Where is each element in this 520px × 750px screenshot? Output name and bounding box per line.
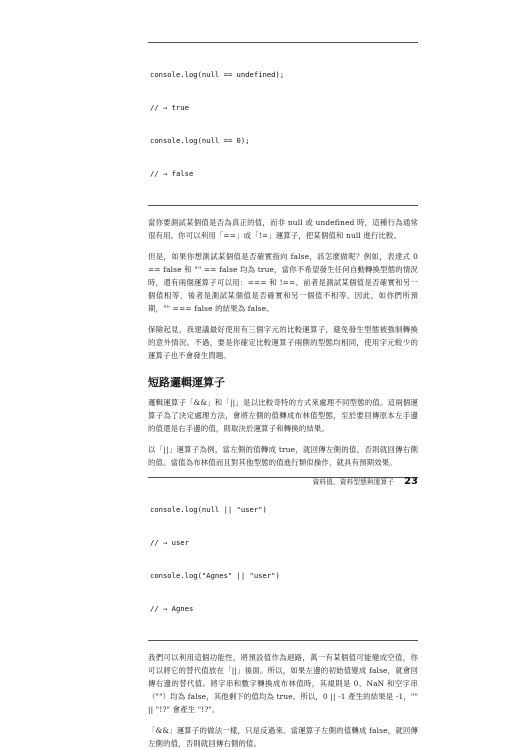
page-footer [148,474,418,488]
code-block-2 [148,477,418,641]
code-line: console.log(null == 0); [150,136,250,145]
footer-section-title: 資料值、資料型態與運算子 [312,478,395,486]
paragraph: 以「||」運算子為例，當左側的值轉成 true，就回傳左側的值，否則就回傳右側的值。當值為布林值而且對其他型態的值進行類似操作，就具有預期效果。 [148,445,418,467]
paragraph: 但是，如果你想測試某個值是否確實指向 false，該怎麼做呢？例如，表達式 0 == false 和 "" == false 均為 true，當你不希望發生任何自動轉換型態的情況時，還有兩個運算子可以用：=== 和 !==。前者是測試某個值是否確實和另一個值相等，後者是測試某個值是否確實和另一個值不相等。因此，如你們所預期，"" === false 的結果為 false。 [148,252,418,313]
code-line: console.log(null || "user") [150,505,267,514]
paragraph: 我們可以利用這個功能性，將預設值作為迴路，萬一有某個值可能變成空值，你可以將它的替代值放在「||」後面。所以，如果左邊的初始值變成 false，就會回傳右邊的替代值。將字串和數字轉換成布林值時，其規則是 0、NaN 和空字串（""）均為 false，其他剩下的值均為 true。所以，0 || -1 產生的結果是 -1，"" || "!?" 會產生 "!?"。 [148,653,418,714]
paragraph: 「&&」運算子的做法一樣，只是反過來。當運算子左側的值轉成 false，就回傳左側的值，否則就回傳右側的值。 [148,726,418,748]
code-line: // → false [150,169,194,178]
paragraph: 當你要測試某個值是否為真正的值，而非 null 或 undefined 時，這種行為通常很有用。你可以利用「==」或「!=」運算子，把某個值和 null 進行比較。 [148,218,418,240]
section-heading-text: 短路邏輯運算子 [148,376,225,389]
code-line: console.log(null == undefined); [150,70,285,79]
section-heading [148,374,418,390]
page-content [148,0,418,750]
code-line: // → user [150,538,189,547]
page-number: 23 [404,475,418,487]
code-line: // → Agnes [150,604,194,613]
paragraph: 保險起見，我建議最好使用有三個字元的比較運算子，避免發生型態被強制轉換的意外情況。不過，要是你確定比較運算子兩側的型態均相同，使用字元較少的運算子也不會發生問題。 [148,325,418,360]
code-line: console.log("Agnes" || "user") [150,571,280,580]
code-block-1 [148,42,418,206]
code-line: // → true [150,103,189,112]
paragraph: 邏輯運算子「&&」和「||」是以比較奇特的方式來處理不同型態的值。這兩個運算子為了決定處理方法，會將左側的值轉成布林值型態，至於要回傳原本左手邊的值還是右手邊的值，則取決於運算子和轉換的結果。 [148,398,418,433]
